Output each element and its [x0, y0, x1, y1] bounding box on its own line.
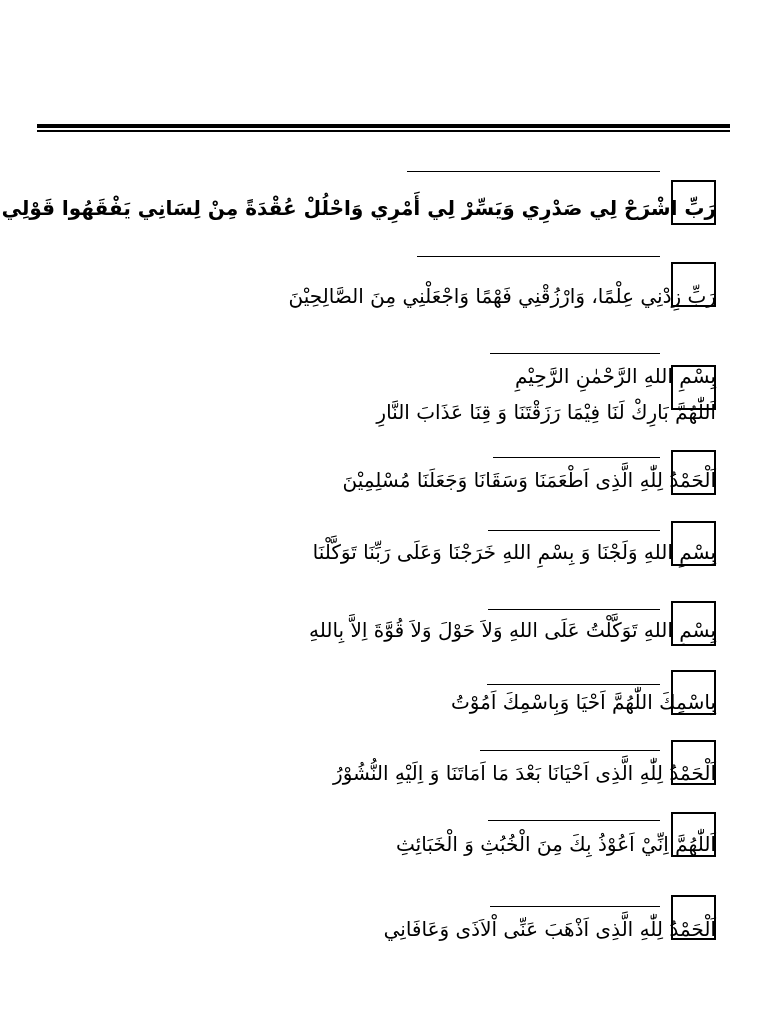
topline	[407, 171, 660, 172]
topline	[417, 256, 660, 257]
topline	[488, 609, 660, 610]
prayer-text: بِسْمِ اللهِ تَوَكَّلْتُ عَلَى اللهِ وَلاَ حَوْلَ وَلاَ قُوَّةَ اِلاَّ بِاللهِ	[309, 618, 716, 642]
topline	[490, 353, 660, 354]
topline	[480, 750, 660, 751]
prayer-text: بِسْمِ اللهِ الرَّحْمٰنِ الرَّحِيْمِ	[514, 364, 716, 388]
prayer-text: بِاسْمِكَ اللّٰهُمَّ اَحْيَا وَبِاسْمِكَ اَمُوْتُ	[450, 690, 716, 714]
prayer-text: رَبِّ اشْرَحْ لِي صَدْرِي وَيَسِّرْ لِي أَمْرِي وَاحْلُلْ عُقْدَةً مِنْ لِسَانِي يَفْقَهُوا قَوْلِي	[1, 196, 716, 220]
topline	[488, 820, 660, 821]
prayer-text: اَلْحَمْدُ لِلّٰهِ الَّذِى اَطْعَمَنَا وَسَقَانَا وَجَعَلَنَا مُسْلِمِيْنَ	[342, 468, 716, 492]
prayer-text: اَلْحَمْدُ لِلّٰهِ الَّذِى اَذْهَبَ عَنِّى اْلاَذَى وَعَافَانِي	[383, 917, 716, 941]
topline	[488, 530, 660, 531]
topline	[487, 684, 660, 685]
topline	[490, 906, 660, 907]
prayer-text: اَللّٰهُمَّ اِنِّيْ اَعُوْذُ بِكَ مِنَ الْخُبُثِ وَ الْخَبَائِثِ	[396, 832, 716, 856]
header-rule-thick	[37, 124, 730, 128]
topline	[493, 457, 660, 458]
prayer-text: اَللّٰهُمَّ بَارِكْ لَنَا فِيْمَا رَزَقْتَنَا وَ قِنَا عَذَابَ النَّارِ	[376, 400, 716, 424]
header-rule-thin	[37, 130, 730, 132]
prayer-text: بِسْمِ اللهِ وَلَجْنَا وَ بِسْمِ اللهِ خَرَجْنَا وَعَلَى رَبِّنَا تَوَكَّلْنَا	[312, 540, 716, 564]
prayer-text: اَلْحَمْدُ لِلّٰهِ الَّذِى اَحْيَانَا بَعْدَ مَا اَمَاتَنَا وَ اِلَيْهِ النُّشُوْرُ	[333, 761, 716, 785]
prayer-text: رَبِّ زِدْنِي عِلْمًا، وَارْزُقْنِي فَهْمًا وَاجْعَلْنِي مِنَ الصَّالِحِيْنَ	[288, 284, 716, 308]
